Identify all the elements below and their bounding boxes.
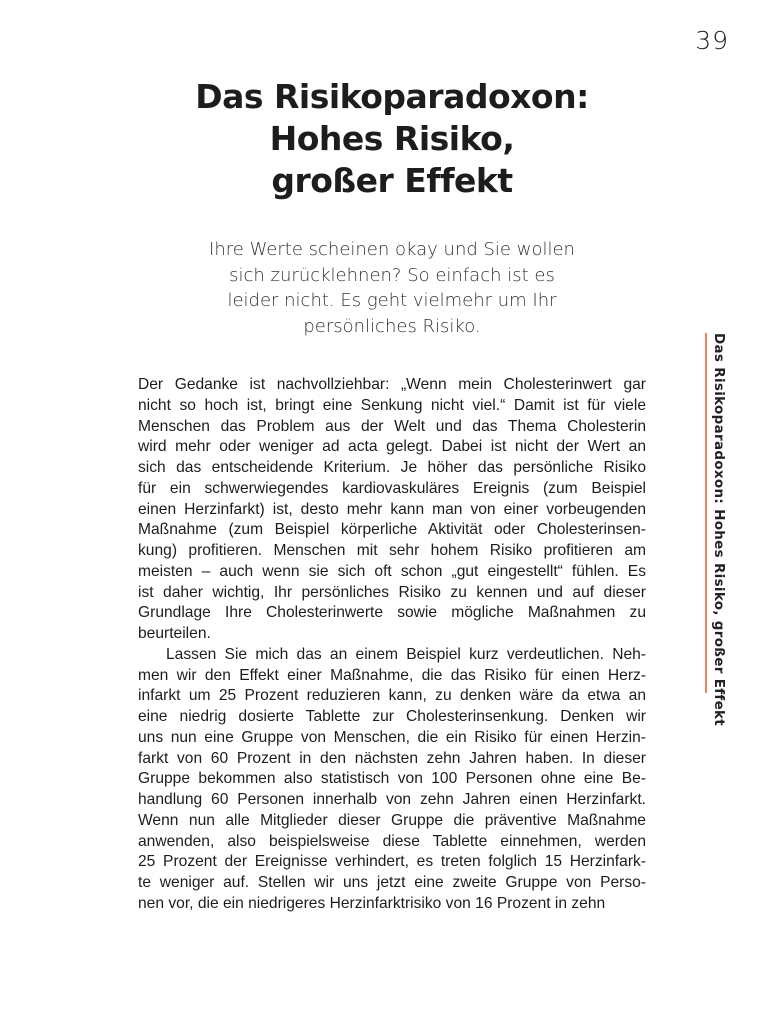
text-line: Der Gedanke ist nachvollziehbar: „Wenn mein Cholesterinwert gar (138, 376, 646, 393)
text-line: meisten – auch wenn sie sich oft schon „gut eingestellt“ fühlen. Es (138, 562, 646, 580)
text-line: Menschen das Problem aus der Welt und das Thema Cholesterin (138, 417, 646, 435)
paragraph (138, 645, 646, 915)
text-line: handlung 60 Personen innerhalb von zehn Jahren einen Herzinfarkt. (138, 791, 646, 808)
subtitle-line: leider nicht. Es geht vielmehr um Ihr (227, 290, 557, 311)
body-text (138, 375, 646, 915)
text-line: nicht so hoch ist, bringt eine Senkung nicht viel.“ Damit ist für viele (138, 396, 646, 414)
text-line: infarkt um 25 Prozent reduzieren kann, zu denken wäre da etwa an (138, 687, 646, 705)
subtitle-line: persönliches Risiko. (303, 315, 481, 337)
text-line: Lassen Sie mich das an einem Beispiel kurz verdeutlichen. Neh- (166, 645, 646, 663)
subtitle-line: sich zurücklehnen? So einfach ist es (229, 264, 555, 286)
text-line: uns nun eine Gruppe von Menschen, die ein Risiko für einen Herzin- (138, 728, 646, 746)
text-line: Gruppe bekommen also statistisch von 100 Personen ohne eine Be- (138, 770, 646, 788)
running-side-header: Das Risikoparadoxon: Hohes Risiko, großer Effekt (705, 333, 729, 693)
text-line: einen Herzinfarkt) ist, desto mehr kann man von einer vorbeugenden (138, 500, 646, 518)
title-line: Hohes Risiko, (269, 119, 515, 158)
title-line: großer Effekt (271, 161, 513, 200)
text-line: farkt von 60 Prozent in den nächsten zehn Jahren haben. In dieser (138, 749, 646, 767)
text-line: Wenn nun alle Mitglieder dieser Gruppe die präventive Maßnahme (138, 811, 646, 829)
title-line: Das Risikoparadoxon: (195, 77, 589, 116)
text-line: nen vor, die ein niedrigeres Herzinfarktrisiko von 16 Prozent in zehn (138, 894, 606, 912)
subtitle-line: Ihre Werte scheinen okay und Sie wollen (209, 239, 575, 260)
page-number: 39 (695, 26, 729, 55)
text-line: Grundlage Ihre Cholesterinwerte sowie mögliche Maßnahmen zu (138, 604, 646, 622)
text-line: eine niedrig dosierte Tablette zur Cholesterinsenkung. Denken wir (138, 708, 646, 725)
text-line: beurteilen. (138, 625, 211, 642)
text-line: für ein schwerwiegendes kardiovaskuläres Ereignis (zum Beispiel (138, 479, 646, 497)
text-line: 25 Prozent der Ereignisse verhindert, es treten folglich 15 Herzinfark- (138, 853, 646, 871)
paragraph (138, 375, 646, 645)
text-line: te weniger auf. Stellen wir uns jetzt eine zweite Gruppe von Perso- (138, 874, 646, 891)
text-line: wird mehr oder weniger ad acta gelegt. Dabei ist nicht der Wert an (138, 438, 646, 456)
chapter-subtitle (142, 237, 642, 339)
text-line: anwenden, also beispielsweise diese Tablette einnehmen, werden (138, 832, 646, 850)
text-line: sich das entscheidende Kriterium. Je höher das persönliche Risiko (138, 459, 646, 476)
text-line: ist daher wichtig, Ihr persönliches Risiko zu kennen und auf dieser (138, 583, 646, 601)
chapter-title (92, 76, 692, 202)
text-line: kung) profitieren. Menschen mit sehr hohem Risiko profitieren am (138, 542, 646, 559)
text-line: Maßnahme (zum Beispiel körperliche Aktivität oder Cholesterinsen- (138, 521, 646, 539)
text-line: men wir den Effekt einer Maßnahme, die das Risiko für einen Herz- (138, 666, 646, 684)
